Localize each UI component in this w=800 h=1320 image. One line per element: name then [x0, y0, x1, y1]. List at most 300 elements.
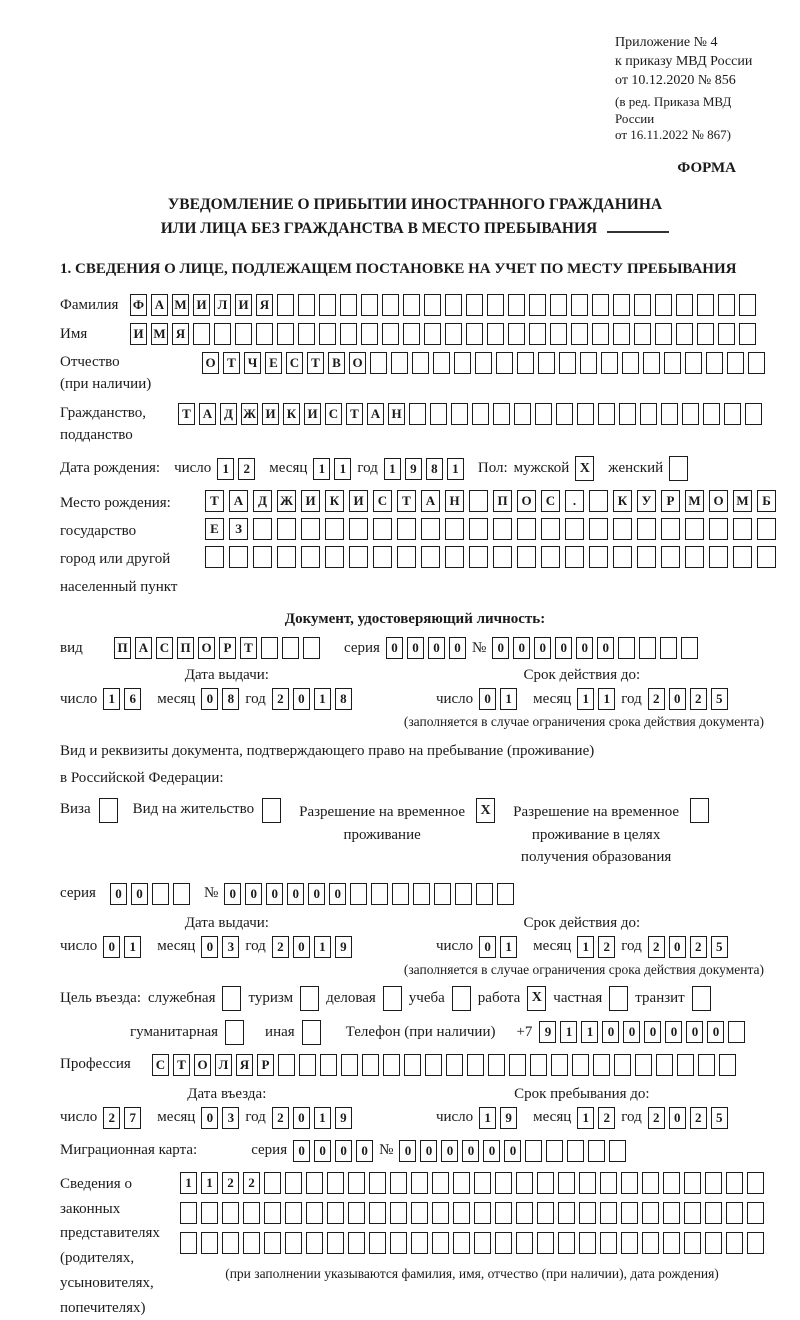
char-cell[interactable]: 0 [669, 936, 686, 958]
char-cell[interactable] [446, 1054, 463, 1076]
char-cell[interactable] [180, 1232, 197, 1254]
char-cell[interactable]: 0 [201, 1107, 218, 1129]
char-cell[interactable]: Е [205, 518, 224, 540]
char-cell[interactable] [656, 1054, 673, 1076]
char-cell[interactable]: 1 [598, 688, 615, 710]
birth-day-cells[interactable] [217, 458, 255, 480]
identity-valid-year-cells[interactable] [648, 688, 728, 710]
residence-series-cells[interactable] [110, 883, 190, 905]
char-cell[interactable] [350, 883, 367, 905]
char-cell[interactable] [278, 1054, 295, 1076]
char-cell[interactable] [391, 352, 408, 374]
char-cell[interactable] [495, 1232, 512, 1254]
char-cell[interactable]: 1 [334, 458, 351, 480]
char-cell[interactable]: 0 [462, 1140, 479, 1162]
char-cell[interactable]: 5 [711, 688, 728, 710]
char-cell[interactable] [525, 1140, 542, 1162]
char-cell[interactable] [571, 323, 588, 345]
char-cell[interactable] [361, 323, 378, 345]
char-cell[interactable] [397, 518, 416, 540]
doc-number-cells[interactable] [492, 637, 698, 659]
char-cell[interactable] [733, 518, 752, 540]
char-cell[interactable] [409, 403, 426, 425]
char-cell[interactable] [432, 1232, 449, 1254]
char-cell[interactable] [639, 637, 656, 659]
char-cell[interactable] [455, 883, 472, 905]
char-cell[interactable]: 0 [314, 1140, 331, 1162]
char-cell[interactable] [469, 518, 488, 540]
char-cell[interactable] [572, 1054, 589, 1076]
purpose-humanitarian-checkbox[interactable] [225, 1020, 244, 1045]
char-cell[interactable] [222, 1202, 239, 1224]
patronymic-cells[interactable] [202, 352, 765, 374]
char-cell[interactable]: 1 [447, 458, 464, 480]
char-cell[interactable]: О [194, 1054, 211, 1076]
residence-permit-checkbox[interactable] [262, 798, 281, 823]
char-cell[interactable]: 0 [669, 1107, 686, 1129]
char-cell[interactable] [193, 323, 210, 345]
char-cell[interactable] [642, 1232, 659, 1254]
char-cell[interactable]: 0 [449, 637, 466, 659]
char-cell[interactable] [433, 352, 450, 374]
char-cell[interactable]: 0 [356, 1140, 373, 1162]
char-cell[interactable] [424, 323, 441, 345]
char-cell[interactable] [719, 1054, 736, 1076]
char-cell[interactable] [243, 1232, 260, 1254]
char-cell[interactable] [445, 546, 464, 568]
char-cell[interactable] [619, 403, 636, 425]
char-cell[interactable]: 2 [272, 688, 289, 710]
char-cell[interactable] [684, 1172, 701, 1194]
char-cell[interactable] [277, 518, 296, 540]
char-cell[interactable]: Я [172, 323, 189, 345]
char-cell[interactable]: О [517, 490, 536, 512]
char-cell[interactable] [508, 294, 525, 316]
birth-place-row1[interactable] [205, 490, 776, 512]
char-cell[interactable] [621, 1232, 638, 1254]
purpose-commercial-checkbox[interactable] [383, 986, 402, 1011]
char-cell[interactable] [493, 403, 510, 425]
char-cell[interactable]: 0 [479, 688, 496, 710]
residence-valid-month-cells[interactable] [577, 936, 615, 958]
char-cell[interactable]: 2 [243, 1172, 260, 1194]
char-cell[interactable] [319, 323, 336, 345]
char-cell[interactable]: С [156, 637, 173, 659]
migration-number-cells[interactable] [399, 1140, 626, 1162]
char-cell[interactable] [453, 1202, 470, 1224]
char-cell[interactable] [152, 883, 169, 905]
char-cell[interactable] [551, 1054, 568, 1076]
char-cell[interactable] [705, 1232, 722, 1254]
char-cell[interactable]: Л [214, 294, 231, 316]
char-cell[interactable] [466, 323, 483, 345]
purpose-study-checkbox[interactable] [452, 986, 471, 1011]
char-cell[interactable] [613, 294, 630, 316]
char-cell[interactable]: 0 [386, 637, 403, 659]
char-cell[interactable] [593, 1054, 610, 1076]
char-cell[interactable]: 1 [577, 1107, 594, 1129]
char-cell[interactable] [685, 546, 704, 568]
char-cell[interactable] [685, 518, 704, 540]
char-cell[interactable] [382, 294, 399, 316]
char-cell[interactable]: И [235, 294, 252, 316]
char-cell[interactable] [424, 294, 441, 316]
sex-female-checkbox[interactable] [669, 456, 688, 481]
char-cell[interactable] [598, 403, 615, 425]
char-cell[interactable] [508, 323, 525, 345]
char-cell[interactable]: 0 [479, 936, 496, 958]
char-cell[interactable]: 0 [555, 637, 572, 659]
char-cell[interactable] [661, 518, 680, 540]
char-cell[interactable] [558, 1202, 575, 1224]
char-cell[interactable]: К [325, 490, 344, 512]
char-cell[interactable] [589, 546, 608, 568]
doc-kind-cells[interactable] [114, 637, 320, 659]
representatives-row2[interactable] [180, 1202, 764, 1224]
char-cell[interactable] [497, 883, 514, 905]
temp-residence-checkbox[interactable]: X [476, 798, 495, 823]
char-cell[interactable] [535, 403, 552, 425]
char-cell[interactable] [634, 294, 651, 316]
char-cell[interactable]: Н [445, 490, 464, 512]
char-cell[interactable] [698, 1054, 715, 1076]
char-cell[interactable] [475, 352, 492, 374]
char-cell[interactable]: О [709, 490, 728, 512]
char-cell[interactable] [349, 518, 368, 540]
char-cell[interactable] [432, 1172, 449, 1194]
char-cell[interactable]: Д [220, 403, 237, 425]
char-cell[interactable] [664, 352, 681, 374]
entry-day-cells[interactable] [103, 1107, 141, 1129]
given-name-cells[interactable] [130, 323, 756, 345]
char-cell[interactable]: 0 [293, 1107, 310, 1129]
char-cell[interactable] [390, 1172, 407, 1194]
char-cell[interactable]: Ф [130, 294, 147, 316]
char-cell[interactable] [706, 352, 723, 374]
char-cell[interactable]: 1 [581, 1021, 598, 1043]
char-cell[interactable]: 0 [201, 936, 218, 958]
char-cell[interactable] [538, 352, 555, 374]
char-cell[interactable]: С [286, 352, 303, 374]
char-cell[interactable] [748, 352, 765, 374]
identity-issue-year-cells[interactable] [272, 688, 352, 710]
char-cell[interactable]: 0 [428, 637, 445, 659]
char-cell[interactable] [640, 403, 657, 425]
temp-residence-education-checkbox[interactable] [690, 798, 709, 823]
char-cell[interactable]: 2 [598, 936, 615, 958]
char-cell[interactable]: 0 [407, 637, 424, 659]
char-cell[interactable] [509, 1054, 526, 1076]
char-cell[interactable] [588, 1140, 605, 1162]
char-cell[interactable]: 0 [707, 1021, 724, 1043]
sex-male-checkbox[interactable]: X [575, 456, 594, 481]
char-cell[interactable] [589, 490, 608, 512]
char-cell[interactable] [369, 1232, 386, 1254]
char-cell[interactable] [235, 323, 252, 345]
char-cell[interactable] [277, 294, 294, 316]
char-cell[interactable] [592, 294, 609, 316]
migration-series-cells[interactable] [293, 1140, 373, 1162]
char-cell[interactable]: С [152, 1054, 169, 1076]
char-cell[interactable] [571, 294, 588, 316]
char-cell[interactable]: Я [236, 1054, 253, 1076]
char-cell[interactable] [663, 1232, 680, 1254]
char-cell[interactable] [403, 323, 420, 345]
char-cell[interactable]: 2 [690, 1107, 707, 1129]
char-cell[interactable] [214, 323, 231, 345]
char-cell[interactable] [592, 323, 609, 345]
char-cell[interactable]: . [565, 490, 584, 512]
char-cell[interactable] [319, 294, 336, 316]
char-cell[interactable]: 0 [686, 1021, 703, 1043]
char-cell[interactable]: С [541, 490, 560, 512]
char-cell[interactable]: 1 [217, 458, 234, 480]
char-cell[interactable] [733, 546, 752, 568]
char-cell[interactable] [453, 1172, 470, 1194]
char-cell[interactable] [537, 1232, 554, 1254]
char-cell[interactable] [550, 323, 567, 345]
residence-issue-month-cells[interactable] [201, 936, 239, 958]
char-cell[interactable]: 0 [492, 637, 509, 659]
char-cell[interactable] [390, 1202, 407, 1224]
char-cell[interactable]: 1 [500, 688, 517, 710]
char-cell[interactable] [655, 294, 672, 316]
birth-year-cells[interactable] [384, 458, 464, 480]
char-cell[interactable] [676, 323, 693, 345]
char-cell[interactable]: Т [346, 403, 363, 425]
char-cell[interactable] [637, 518, 656, 540]
char-cell[interactable]: 1 [103, 688, 120, 710]
char-cell[interactable] [642, 1202, 659, 1224]
char-cell[interactable]: И [130, 323, 147, 345]
char-cell[interactable] [718, 294, 735, 316]
purpose-transit-checkbox[interactable] [692, 986, 711, 1011]
char-cell[interactable]: И [304, 403, 321, 425]
char-cell[interactable]: Б [757, 490, 776, 512]
char-cell[interactable] [264, 1202, 281, 1224]
char-cell[interactable]: 1 [314, 936, 331, 958]
char-cell[interactable] [430, 403, 447, 425]
char-cell[interactable] [517, 546, 536, 568]
char-cell[interactable]: 9 [539, 1021, 556, 1043]
char-cell[interactable]: 1 [124, 936, 141, 958]
char-cell[interactable] [697, 323, 714, 345]
char-cell[interactable] [600, 1172, 617, 1194]
char-cell[interactable] [432, 1202, 449, 1224]
char-cell[interactable] [476, 883, 493, 905]
char-cell[interactable]: 0 [602, 1021, 619, 1043]
char-cell[interactable]: Р [219, 637, 236, 659]
char-cell[interactable] [253, 546, 272, 568]
char-cell[interactable]: А [229, 490, 248, 512]
char-cell[interactable]: Т [178, 403, 195, 425]
char-cell[interactable] [340, 294, 357, 316]
char-cell[interactable] [726, 1202, 743, 1224]
char-cell[interactable] [517, 352, 534, 374]
birth-place-row3[interactable] [205, 546, 776, 568]
char-cell[interactable] [516, 1232, 533, 1254]
char-cell[interactable] [757, 518, 776, 540]
char-cell[interactable] [718, 323, 735, 345]
char-cell[interactable] [726, 1172, 743, 1194]
char-cell[interactable] [285, 1202, 302, 1224]
char-cell[interactable] [383, 1054, 400, 1076]
surname-cells[interactable] [130, 294, 756, 316]
char-cell[interactable] [327, 1232, 344, 1254]
char-cell[interactable]: Я [256, 294, 273, 316]
char-cell[interactable] [370, 352, 387, 374]
residence-valid-day-cells[interactable] [479, 936, 517, 958]
char-cell[interactable] [565, 546, 584, 568]
char-cell[interactable]: Т [307, 352, 324, 374]
char-cell[interactable] [469, 490, 488, 512]
char-cell[interactable]: К [283, 403, 300, 425]
char-cell[interactable]: 0 [534, 637, 551, 659]
char-cell[interactable] [180, 1202, 197, 1224]
char-cell[interactable] [306, 1172, 323, 1194]
char-cell[interactable]: М [685, 490, 704, 512]
char-cell[interactable] [222, 1232, 239, 1254]
entry-month-cells[interactable] [201, 1107, 239, 1129]
stay-year-cells[interactable] [648, 1107, 728, 1129]
char-cell[interactable] [661, 403, 678, 425]
char-cell[interactable] [282, 637, 299, 659]
char-cell[interactable]: С [325, 403, 342, 425]
char-cell[interactable] [373, 518, 392, 540]
char-cell[interactable]: 3 [222, 936, 239, 958]
char-cell[interactable]: 1 [500, 936, 517, 958]
char-cell[interactable] [517, 518, 536, 540]
identity-valid-day-cells[interactable] [479, 688, 517, 710]
char-cell[interactable]: А [199, 403, 216, 425]
char-cell[interactable]: 0 [669, 688, 686, 710]
char-cell[interactable] [550, 294, 567, 316]
char-cell[interactable]: 0 [335, 1140, 352, 1162]
char-cell[interactable] [425, 1054, 442, 1076]
char-cell[interactable]: Т [240, 637, 257, 659]
char-cell[interactable] [747, 1172, 764, 1194]
char-cell[interactable] [622, 352, 639, 374]
char-cell[interactable]: Ч [244, 352, 261, 374]
char-cell[interactable] [454, 352, 471, 374]
char-cell[interactable] [404, 1054, 421, 1076]
char-cell[interactable]: 0 [399, 1140, 416, 1162]
birth-place-row2[interactable] [205, 518, 776, 540]
char-cell[interactable] [474, 1202, 491, 1224]
char-cell[interactable] [421, 518, 440, 540]
char-cell[interactable] [325, 518, 344, 540]
char-cell[interactable]: С [373, 490, 392, 512]
char-cell[interactable]: П [114, 637, 131, 659]
char-cell[interactable]: 0 [644, 1021, 661, 1043]
char-cell[interactable] [558, 1232, 575, 1254]
char-cell[interactable] [243, 1202, 260, 1224]
char-cell[interactable]: 2 [238, 458, 255, 480]
char-cell[interactable] [621, 1202, 638, 1224]
char-cell[interactable] [681, 637, 698, 659]
char-cell[interactable] [495, 1202, 512, 1224]
char-cell[interactable] [609, 1140, 626, 1162]
char-cell[interactable] [382, 323, 399, 345]
char-cell[interactable] [445, 518, 464, 540]
char-cell[interactable] [493, 546, 512, 568]
char-cell[interactable] [348, 1172, 365, 1194]
char-cell[interactable]: Д [253, 490, 272, 512]
char-cell[interactable] [285, 1172, 302, 1194]
char-cell[interactable] [618, 637, 635, 659]
char-cell[interactable] [660, 637, 677, 659]
char-cell[interactable]: 1 [180, 1172, 197, 1194]
char-cell[interactable] [201, 1202, 218, 1224]
char-cell[interactable]: 9 [335, 1107, 352, 1129]
char-cell[interactable]: 2 [690, 936, 707, 958]
char-cell[interactable]: У [637, 490, 656, 512]
char-cell[interactable]: 2 [648, 936, 665, 958]
char-cell[interactable]: 1 [201, 1172, 218, 1194]
char-cell[interactable] [600, 1232, 617, 1254]
char-cell[interactable]: Т [205, 490, 224, 512]
char-cell[interactable]: 2 [648, 1107, 665, 1129]
char-cell[interactable]: Ж [277, 490, 296, 512]
char-cell[interactable]: 0 [110, 883, 127, 905]
char-cell[interactable]: 3 [222, 1107, 239, 1129]
char-cell[interactable] [747, 1202, 764, 1224]
char-cell[interactable]: 1 [479, 1107, 496, 1129]
char-cell[interactable] [685, 352, 702, 374]
char-cell[interactable]: 1 [577, 936, 594, 958]
char-cell[interactable]: О [202, 352, 219, 374]
char-cell[interactable] [201, 1232, 218, 1254]
char-cell[interactable] [757, 546, 776, 568]
char-cell[interactable] [397, 546, 416, 568]
char-cell[interactable] [705, 1172, 722, 1194]
char-cell[interactable] [369, 1202, 386, 1224]
char-cell[interactable] [361, 294, 378, 316]
purpose-private-checkbox[interactable] [609, 986, 628, 1011]
char-cell[interactable]: 8 [335, 688, 352, 710]
char-cell[interactable]: И [262, 403, 279, 425]
char-cell[interactable]: 0 [513, 637, 530, 659]
char-cell[interactable] [642, 1172, 659, 1194]
char-cell[interactable]: 0 [623, 1021, 640, 1043]
char-cell[interactable] [362, 1054, 379, 1076]
char-cell[interactable] [303, 637, 320, 659]
char-cell[interactable] [643, 352, 660, 374]
char-cell[interactable]: 1 [313, 458, 330, 480]
identity-valid-month-cells[interactable] [577, 688, 615, 710]
char-cell[interactable] [661, 546, 680, 568]
char-cell[interactable]: З [229, 518, 248, 540]
char-cell[interactable] [745, 403, 762, 425]
char-cell[interactable] [173, 883, 190, 905]
char-cell[interactable] [445, 294, 462, 316]
char-cell[interactable] [577, 403, 594, 425]
char-cell[interactable] [434, 883, 451, 905]
char-cell[interactable] [635, 1054, 652, 1076]
char-cell[interactable]: А [151, 294, 168, 316]
char-cell[interactable]: А [367, 403, 384, 425]
char-cell[interactable]: 0 [266, 883, 283, 905]
stay-day-cells[interactable] [479, 1107, 517, 1129]
char-cell[interactable] [349, 546, 368, 568]
char-cell[interactable] [469, 546, 488, 568]
char-cell[interactable] [634, 323, 651, 345]
char-cell[interactable] [348, 1232, 365, 1254]
char-cell[interactable] [579, 1172, 596, 1194]
char-cell[interactable] [663, 1202, 680, 1224]
char-cell[interactable] [466, 294, 483, 316]
char-cell[interactable]: 2 [272, 1107, 289, 1129]
